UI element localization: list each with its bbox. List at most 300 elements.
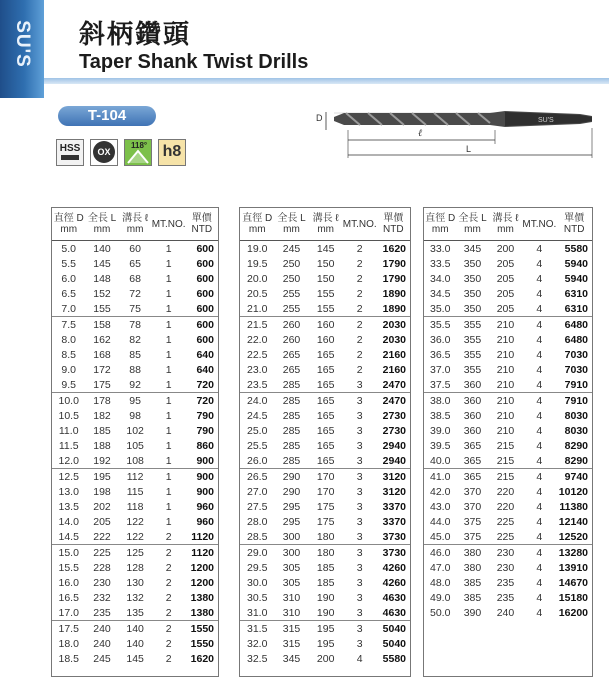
cell-mt-no: 3 <box>343 377 377 393</box>
cell-mt-no: 4 <box>536 470 543 483</box>
cell-overall-length: 350 <box>463 287 482 300</box>
cell-flute-length: 150 <box>316 272 335 285</box>
cell-mt-no: 4 <box>536 257 543 270</box>
cell-diameter: 32.0 <box>247 637 268 650</box>
table-row <box>424 256 592 271</box>
cell-overall-length: 295 <box>282 500 301 513</box>
table-row <box>424 362 592 377</box>
cell-overall-length: 355 <box>463 333 482 346</box>
cell-overall-length: 355 <box>463 363 482 376</box>
cell-diameter: 24.5 <box>247 409 268 422</box>
cell-mt-no: 1 <box>165 257 172 270</box>
cell-overall-length: 305 <box>282 576 301 589</box>
cell-mt-no: 2 <box>356 242 363 255</box>
angle-label: 118° <box>131 140 148 150</box>
cell-diameter: 46.0 <box>430 546 451 559</box>
cell-diameter: 5.5 <box>61 257 77 270</box>
cell-diameter: 9.0 <box>61 363 77 376</box>
cell-overall-length: 285 <box>274 453 308 469</box>
cell-mt-no: 4 <box>522 301 556 317</box>
header-mt-no: MT.NO. <box>152 208 186 241</box>
cell-price: 3120 <box>382 470 406 483</box>
cell-price: 2940 <box>377 453 410 469</box>
cell-flute-length: 215 <box>496 439 515 452</box>
cell-price: 2470 <box>382 394 406 407</box>
cell-overall-length: 185 <box>93 424 111 437</box>
cell-mt-no: 4 <box>536 348 543 361</box>
cell-overall-length: 350 <box>463 257 482 270</box>
table-row <box>240 362 410 377</box>
cell-mt-no: 2 <box>165 652 172 665</box>
cell-flute-length: 195 <box>316 637 335 650</box>
cell-mt-no: 4 <box>522 377 556 393</box>
table-row <box>240 651 410 666</box>
cell-overall-length: 155 <box>85 301 118 317</box>
cell-diameter: 49.0 <box>430 591 451 604</box>
cell-flute-length: 190 <box>309 605 343 621</box>
cell-flute-length: 210 <box>496 409 515 422</box>
cell-mt-no: 4 <box>536 439 543 452</box>
cell-overall-length: 168 <box>93 348 111 361</box>
cell-diameter: 33.0 <box>430 242 451 255</box>
cell-diameter: 21.0 <box>240 301 274 317</box>
cell-overall-length: 315 <box>282 622 301 635</box>
cell-flute-length: 165 <box>316 348 335 361</box>
header-mt-no: MT.NO. <box>522 208 556 241</box>
cell-mt-no: 2 <box>165 622 172 635</box>
cell-price: 3370 <box>382 500 406 513</box>
cell-overall-length: 240 <box>93 622 111 635</box>
cell-diameter: 8.0 <box>61 333 77 346</box>
cell-diameter: 38.0 <box>430 394 451 407</box>
cell-mt-no: 3 <box>356 439 363 452</box>
hss-label: HSS <box>59 143 81 154</box>
cell-price: 6480 <box>564 318 588 331</box>
cell-flute-length: 60 <box>129 242 141 255</box>
cell-price: 1550 <box>190 637 214 650</box>
cell-mt-no: 3 <box>356 470 363 483</box>
cell-mt-no: 2 <box>356 333 363 346</box>
cell-diameter: 26.5 <box>247 470 268 483</box>
cell-overall-length: 375 <box>463 515 482 528</box>
cell-flute-length: 210 <box>496 348 515 361</box>
cell-price: 6310 <box>556 301 592 317</box>
cell-price: 14670 <box>558 576 588 589</box>
cell-flute-length: 210 <box>496 333 515 346</box>
cell-overall-length: 385 <box>463 591 482 604</box>
cell-mt-no: 2 <box>356 363 363 376</box>
cell-price: 5580 <box>382 652 406 665</box>
cell-overall-length: 148 <box>93 272 111 285</box>
cell-flute-length: 122 <box>119 529 152 545</box>
cell-price: 4630 <box>377 605 410 621</box>
cell-mt-no: 1 <box>165 394 172 407</box>
cell-mt-no: 2 <box>356 257 363 270</box>
cell-diameter: 21.5 <box>247 318 268 331</box>
cell-mt-no: 1 <box>165 333 172 346</box>
cell-diameter: 50.0 <box>430 606 451 619</box>
cell-flute-length: 82 <box>129 333 141 346</box>
ox-label: OX <box>93 141 115 163</box>
cell-mt-no: 4 <box>536 500 543 513</box>
cell-flute-length: 165 <box>316 439 335 452</box>
cell-mt-no: 4 <box>536 546 543 559</box>
cell-price: 7910 <box>564 394 588 407</box>
table-row <box>424 499 592 514</box>
cell-price: 10120 <box>558 485 588 498</box>
cell-overall-length: 285 <box>282 394 301 407</box>
cell-flute-length: 98 <box>129 409 141 422</box>
cell-diameter: 31.0 <box>240 605 274 621</box>
table-row <box>240 241 410 257</box>
cell-overall-length: 285 <box>274 377 308 393</box>
cell-price: 8030 <box>564 409 588 422</box>
cell-overall-length: 265 <box>282 348 301 361</box>
cell-diameter: 16.0 <box>58 576 79 589</box>
cell-diameter: 15.0 <box>58 546 79 559</box>
table-row <box>240 286 410 301</box>
cell-diameter: 22.0 <box>247 333 268 346</box>
cell-diameter: 30.5 <box>247 591 268 604</box>
table-row <box>424 484 592 499</box>
table-row <box>52 590 218 605</box>
cell-flute-length: 180 <box>309 529 343 545</box>
table-row <box>424 301 592 317</box>
cell-mt-no: 2 <box>152 605 186 621</box>
cell-flute-length: 210 <box>496 394 515 407</box>
cell-mt-no: 4 <box>536 591 543 604</box>
cell-overall-length: 390 <box>463 606 482 619</box>
cell-flute-length: 220 <box>496 485 515 498</box>
table-row <box>52 529 218 545</box>
cell-diameter: 39.0 <box>430 424 451 437</box>
diagram-d-label: D <box>316 113 323 123</box>
cell-overall-length: 158 <box>93 318 111 331</box>
table-row <box>424 347 592 362</box>
cell-flute-length: 200 <box>496 242 515 255</box>
cell-price: 5040 <box>382 637 406 650</box>
table-row <box>424 529 592 545</box>
table-row <box>240 529 410 545</box>
cell-mt-no: 4 <box>522 529 556 545</box>
cell-mt-no: 1 <box>165 515 172 528</box>
table-row <box>240 605 410 621</box>
cell-diameter: 10.5 <box>58 409 79 422</box>
cell-overall-length: 232 <box>93 591 111 604</box>
cell-diameter: 24.0 <box>247 394 268 407</box>
cell-mt-no: 4 <box>536 424 543 437</box>
cell-overall-length: 350 <box>456 301 488 317</box>
cell-overall-length: 385 <box>463 576 482 589</box>
cell-mt-no: 1 <box>165 409 172 422</box>
table-row <box>424 514 592 529</box>
cell-price: 640 <box>196 348 214 361</box>
table-row <box>240 575 410 590</box>
drill-diagram <box>310 108 602 164</box>
table-row <box>424 438 592 453</box>
cell-flute-length: 230 <box>496 546 515 559</box>
cell-flute-length: 205 <box>496 272 515 285</box>
table-row <box>52 651 218 666</box>
cell-mt-no: 4 <box>536 287 543 300</box>
table-row <box>424 241 592 257</box>
cell-price: 960 <box>196 515 214 528</box>
cell-overall-length: 205 <box>93 515 111 528</box>
header-price: 單價 NTD <box>377 208 410 241</box>
cell-price: 1620 <box>190 652 214 665</box>
cell-flute-length: 180 <box>316 546 335 559</box>
cell-overall-length: 255 <box>282 287 301 300</box>
table-row <box>52 621 218 637</box>
cell-diameter: 38.5 <box>430 409 451 422</box>
cell-diameter: 5.0 <box>61 242 77 255</box>
cell-flute-length: 115 <box>126 485 144 498</box>
cell-flute-length: 145 <box>316 242 335 255</box>
cell-price: 720 <box>186 377 218 393</box>
cell-mt-no: 3 <box>356 576 363 589</box>
point-angle-icon <box>124 139 152 166</box>
cell-overall-length: 245 <box>282 242 301 255</box>
table-row <box>424 317 592 333</box>
cell-overall-length: 172 <box>93 363 111 376</box>
cell-flute-length: 210 <box>496 318 515 331</box>
cell-price: 5580 <box>564 242 588 255</box>
cell-mt-no: 4 <box>536 561 543 574</box>
table-row <box>240 560 410 575</box>
cell-diameter: 29.5 <box>247 561 268 574</box>
cell-price: 600 <box>196 242 214 255</box>
cell-price: 1550 <box>190 622 214 635</box>
table-row <box>240 393 410 409</box>
spec-table-2 <box>239 207 411 677</box>
cell-overall-length: 355 <box>463 318 482 331</box>
cell-price: 8030 <box>564 424 588 437</box>
table-row <box>240 301 410 317</box>
cell-diameter: 35.0 <box>424 301 456 317</box>
table-row <box>240 317 410 333</box>
cell-flute-length: 230 <box>496 561 515 574</box>
cell-price: 600 <box>186 301 218 317</box>
table-row <box>240 347 410 362</box>
cell-overall-length: 360 <box>463 409 482 422</box>
cell-flute-length: 160 <box>316 333 335 346</box>
cell-flute-length: 95 <box>129 394 141 407</box>
cell-overall-length: 290 <box>282 470 301 483</box>
cell-diameter: 13.5 <box>58 500 79 513</box>
cell-diameter: 10.0 <box>58 394 79 407</box>
table-row <box>240 453 410 469</box>
cell-overall-length: 202 <box>93 500 111 513</box>
cell-flute-length: 200 <box>316 652 335 665</box>
cell-flute-length: 205 <box>489 301 523 317</box>
cell-flute-length: 102 <box>126 424 144 437</box>
cell-price: 7910 <box>556 377 592 393</box>
cell-overall-length: 285 <box>282 424 301 437</box>
cell-flute-length: 165 <box>309 453 343 469</box>
header-price: 單價 NTD <box>186 208 218 241</box>
table-row <box>424 271 592 286</box>
cell-overall-length: 260 <box>282 333 301 346</box>
table-row <box>424 453 592 469</box>
cell-price: 1790 <box>382 272 406 285</box>
table-row <box>52 484 218 499</box>
cell-mt-no: 3 <box>356 561 363 574</box>
cell-mt-no: 1 <box>165 500 172 513</box>
cell-flute-length: 240 <box>496 606 515 619</box>
cell-diameter: 18.0 <box>58 637 79 650</box>
cell-mt-no: 4 <box>536 606 543 619</box>
cell-diameter: 36.5 <box>430 348 451 361</box>
cell-price: 600 <box>196 287 214 300</box>
cell-price: 1200 <box>190 561 214 574</box>
cell-overall-length: 315 <box>282 637 301 650</box>
tolerance-h8-icon: h8 <box>158 139 186 166</box>
cell-diameter: 8.5 <box>61 348 77 361</box>
cell-price: 4260 <box>382 576 406 589</box>
cell-overall-length: 345 <box>463 242 482 255</box>
cell-mt-no: 2 <box>165 637 172 650</box>
table-row <box>52 256 218 271</box>
cell-flute-length: 68 <box>129 272 141 285</box>
cell-flute-length: 225 <box>489 529 523 545</box>
cell-diameter: 25.5 <box>247 439 268 452</box>
cell-diameter: 11.5 <box>58 439 79 452</box>
cell-overall-length: 365 <box>463 470 482 483</box>
cell-flute-length: 175 <box>316 515 335 528</box>
table-row <box>52 347 218 362</box>
cell-mt-no: 2 <box>356 287 363 300</box>
cell-mt-no: 2 <box>152 529 186 545</box>
cell-mt-no: 1 <box>165 242 172 255</box>
cell-flute-length: 125 <box>126 546 144 559</box>
cell-price: 12140 <box>558 515 588 528</box>
cell-overall-length: 260 <box>282 318 301 331</box>
cell-mt-no: 1 <box>152 377 186 393</box>
cell-price: 9740 <box>564 470 588 483</box>
cell-diameter: 15.5 <box>58 561 79 574</box>
cell-diameter: 16.5 <box>58 591 79 604</box>
cell-flute-length: 185 <box>316 576 335 589</box>
cell-overall-length: 162 <box>93 333 111 346</box>
cell-overall-length: 182 <box>93 409 111 422</box>
cell-diameter: 47.0 <box>430 561 451 574</box>
cell-price: 600 <box>196 318 214 331</box>
cell-price: 860 <box>196 439 214 452</box>
cell-mt-no: 1 <box>165 470 172 483</box>
table-row <box>52 271 218 286</box>
table-row <box>240 484 410 499</box>
cell-mt-no: 2 <box>343 301 377 317</box>
cell-price: 1380 <box>186 605 218 621</box>
table-row <box>52 317 218 333</box>
cell-overall-length: 285 <box>282 439 301 452</box>
cell-overall-length: 360 <box>463 394 482 407</box>
table-row <box>52 438 218 453</box>
table-row <box>52 362 218 377</box>
cell-price: 3730 <box>382 546 406 559</box>
header-mt-no: MT.NO. <box>343 208 377 241</box>
cell-diameter: 43.0 <box>430 500 451 513</box>
cell-diameter: 20.5 <box>247 287 268 300</box>
cell-mt-no: 2 <box>165 561 172 574</box>
cell-overall-length: 300 <box>282 546 301 559</box>
table-row <box>52 469 218 485</box>
cell-flute-length: 78 <box>129 318 141 331</box>
header-flute-length: 溝長 ℓ mm <box>119 208 152 241</box>
cell-overall-length: 145 <box>93 257 111 270</box>
cell-overall-length: 140 <box>93 242 111 255</box>
cell-price: 2730 <box>382 424 406 437</box>
header-diameter: 直徑 D mm <box>240 208 274 241</box>
cell-mt-no: 3 <box>356 591 363 604</box>
cell-diameter: 17.0 <box>52 605 85 621</box>
table-row <box>52 575 218 590</box>
cell-price: 720 <box>196 394 214 407</box>
table-row <box>424 545 592 561</box>
cell-price: 790 <box>196 409 214 422</box>
cell-mt-no: 3 <box>356 485 363 498</box>
cell-mt-no: 2 <box>165 546 172 559</box>
table-row <box>424 423 592 438</box>
cell-price: 13910 <box>558 561 588 574</box>
cell-flute-length: 145 <box>126 652 144 665</box>
cell-mt-no: 3 <box>356 546 363 559</box>
cell-flute-length: 215 <box>496 470 515 483</box>
cell-price: 16200 <box>558 606 588 619</box>
cell-flute-length: 225 <box>496 515 515 528</box>
cell-diameter: 32.5 <box>247 652 268 665</box>
cell-price: 900 <box>196 470 214 483</box>
cell-flute-length: 140 <box>126 637 144 650</box>
cell-price: 640 <box>196 363 214 376</box>
cell-overall-length: 355 <box>463 348 482 361</box>
cell-price: 600 <box>196 272 214 285</box>
header-divider <box>44 78 609 84</box>
spec-table-3 <box>423 207 593 677</box>
cell-mt-no: 4 <box>536 272 543 285</box>
cell-price: 7030 <box>564 363 588 376</box>
cell-diameter: 42.0 <box>430 485 451 498</box>
table-row <box>424 393 592 409</box>
cell-flute-length: 128 <box>126 561 144 574</box>
cell-diameter: 28.0 <box>247 515 268 528</box>
cell-overall-length: 195 <box>93 470 111 483</box>
cell-mt-no: 1 <box>152 301 186 317</box>
cell-overall-length: 310 <box>274 605 308 621</box>
cell-overall-length: 265 <box>282 363 301 376</box>
cell-price: 1120 <box>186 529 218 545</box>
table-row <box>424 590 592 605</box>
cell-flute-length: 65 <box>129 257 141 270</box>
cell-price: 4630 <box>382 591 406 604</box>
cell-diameter: 29.0 <box>247 546 268 559</box>
cell-diameter: 12.0 <box>52 453 85 469</box>
cell-flute-length: 135 <box>119 605 152 621</box>
table-row <box>240 621 410 637</box>
header-price: 單價 NTD <box>556 208 592 241</box>
cell-flute-length: 210 <box>496 363 515 376</box>
cell-overall-length: 285 <box>282 409 301 422</box>
page-title-english: Taper Shank Twist Drills <box>79 51 309 73</box>
product-code-badge: T-104 <box>58 106 156 126</box>
cell-price: 790 <box>196 424 214 437</box>
cell-flute-length: 205 <box>496 287 515 300</box>
cell-mt-no: 1 <box>165 439 172 452</box>
cell-mt-no: 1 <box>165 424 172 437</box>
cell-diameter: 23.0 <box>247 363 268 376</box>
cell-mt-no: 2 <box>356 318 363 331</box>
cell-price: 1120 <box>191 546 214 559</box>
